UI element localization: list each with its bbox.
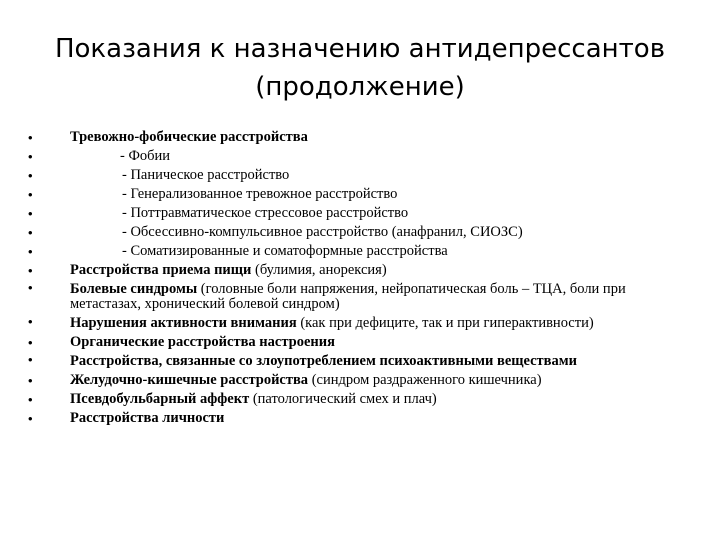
item-subentry: - Обсессивно-компульсивное расстройство (анафранил, СИОЗС) [122, 224, 523, 240]
list-item [28, 204, 700, 223]
item-detail: (как при дефиците, так и при гиперактивности) [296, 315, 594, 331]
item-heading: Тревожно-фобические расстройства [70, 129, 308, 145]
slide-title-line-1: Показания к назначению антидепрессантов [54, 34, 666, 64]
list-item [28, 223, 700, 242]
list-item [28, 280, 700, 314]
list-item [28, 314, 700, 333]
list-item [28, 128, 700, 147]
list-item [28, 352, 700, 371]
list-item [28, 166, 700, 185]
list-item [28, 185, 700, 204]
item-detail: (булимия, анорексия) [251, 262, 387, 278]
item-heading: Расстройства приема пищи [70, 262, 252, 278]
item-heading: Болевые синдромы [70, 281, 198, 297]
item-detail: (патологический смех и плач) [249, 391, 437, 407]
item-subentry: - Поттравматическое стрессовое расстройство [122, 205, 409, 221]
item-subentry: - Генерализованное тревожное расстройство [122, 186, 398, 202]
item-subentry: - Соматизированные и соматоформные расстройства [122, 243, 448, 259]
list-item [28, 333, 700, 352]
list-item [28, 371, 700, 390]
item-detail: (синдром раздраженного кишечника) [308, 372, 542, 388]
indications-list [28, 128, 700, 428]
slide-title [40, 30, 680, 106]
item-heading: Желудочно-кишечные расстройства [70, 372, 309, 388]
item-heading: Расстройства личности [70, 410, 225, 426]
list-item [28, 409, 700, 428]
item-heading: Псевдобульбарный аффект [70, 391, 250, 407]
item-detail: (головные боли напряжения, нейропатическая боль – ТЦА, боли при метастазах, хронический болевой синдром) [70, 281, 626, 312]
list-item [28, 147, 700, 166]
list-item [28, 261, 700, 280]
item-heading: Органические расстройства настроения [70, 334, 335, 350]
item-heading: Расстройства, связанные со злоупотреблением психоактивными веществами [70, 353, 577, 369]
slide-title-line-2: (продолжение) [255, 72, 465, 102]
item-subentry: - Фобии [120, 148, 171, 164]
item-subentry: - Паническое расстройство [122, 167, 290, 183]
list-item [28, 242, 700, 261]
list-item [28, 390, 700, 409]
item-heading: Нарушения активности внимания [70, 315, 297, 331]
